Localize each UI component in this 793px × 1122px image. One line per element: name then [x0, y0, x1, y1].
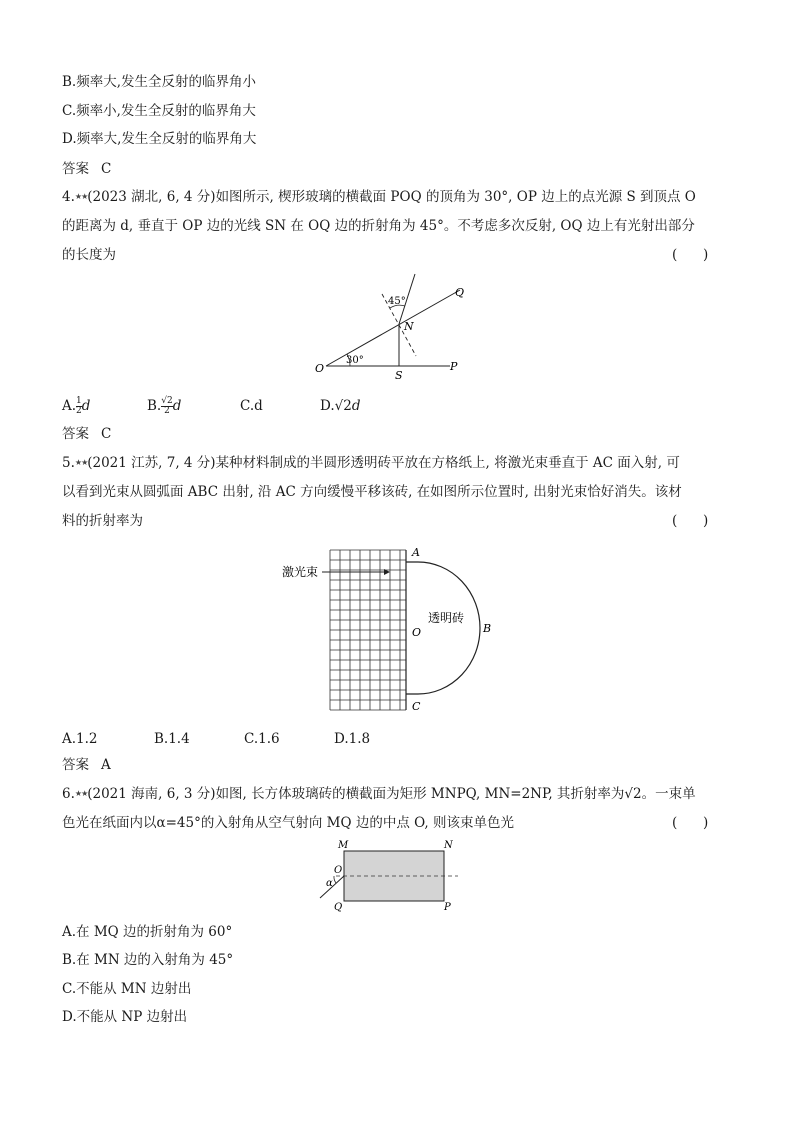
q3-option-c: C.频率小,发生全反射的临界角大 — [62, 103, 256, 119]
q6-option-a: A.在 MQ 边的折射角为 60° — [62, 924, 233, 940]
question-text: 如图所示, 楔形玻璃的横截面 POQ 的顶角为 30°, OP 边上的点光源 S 到顶点 O — [215, 189, 696, 205]
question-text: 某种材料制成的半圆形透明砖平放在方格纸上, 将激光束垂直于 AC 面入射, 可 — [215, 455, 680, 471]
question-source: (2021 江苏, 7, 4 分) — [87, 455, 216, 471]
answer-value: A — [101, 757, 111, 773]
question-number: 6. — [62, 786, 75, 802]
point-n-label: N — [404, 320, 414, 333]
angle-30-label: 30° — [346, 355, 364, 366]
question-source: (2021 海南, 6, 3 分) — [87, 786, 216, 802]
laser-label: 激光束 — [282, 565, 319, 579]
q4-stem-line3: 的长度为 — [62, 247, 116, 263]
answer-label: 答案 — [62, 757, 89, 773]
q5-option-d: D.1.8 — [334, 731, 371, 747]
point-a-label: A — [412, 546, 420, 559]
answer-value: C — [101, 161, 112, 177]
q5-stem-line1 — [62, 453, 680, 473]
q5-brick-figure — [278, 542, 500, 718]
answer-label: 答案 — [62, 426, 89, 442]
q6-option-c: C.不能从 MN 边射出 — [62, 981, 192, 997]
q4-option-c: C.d — [240, 398, 263, 414]
q3-option-d: D.频率大,发生全反射的临界角大 — [62, 131, 257, 147]
question-text: 如图, 长方体玻璃砖的横截面为矩形 MNPQ, MN=2NP, 其折射率为√2。一束单 — [215, 786, 696, 802]
brick-label: 透明砖 — [428, 611, 465, 625]
q5-option-c: C.1.6 — [244, 731, 280, 747]
difficulty-stars-icon: ★★ — [74, 789, 88, 798]
q5-stem-line2: 以看到光束从圆弧面 ABC 出射, 沿 AC 方向缓慢平移该砖, 在如图所示位置时, 出射光束恰好消失。该材 — [62, 484, 682, 500]
q5-stem-line3: 料的折射率为 — [62, 513, 143, 529]
question-number: 5. — [62, 455, 75, 471]
difficulty-stars-icon: ★★ — [74, 192, 88, 201]
q6-stem-line2: 色光在纸面内以α=45°的入射角从空气射向 MQ 边的中点 O, 则该束单色光 — [62, 815, 514, 831]
q6-option-d: D.不能从 NP 边射出 — [62, 1009, 188, 1025]
q4-stem-line1 — [62, 187, 696, 207]
q4-option-b: B. $\frac{√2}{2}$ d — [147, 396, 182, 416]
q5-option-b: B.1.4 — [154, 731, 190, 747]
q6-answer-paren: ( ) — [672, 815, 709, 831]
q6-option-b: B.在 MN 边的入射角为 45° — [62, 952, 234, 968]
point-n-label: N — [444, 840, 453, 851]
q5-answer — [62, 755, 111, 775]
q4-stem-line2: 的距离为 d, 垂直于 OP 边的光线 SN 在 OQ 边的折射角为 45°。不考虑多次反射, OQ 边上有光射出部分 — [62, 218, 695, 234]
answer-value: C — [101, 426, 112, 442]
difficulty-stars-icon: ★★ — [74, 458, 88, 467]
q4-option-d: D.√2d — [320, 398, 361, 414]
question-number: 4. — [62, 189, 75, 205]
point-q-label: Q — [455, 286, 465, 299]
q3-answer — [62, 159, 111, 179]
q5-options — [62, 729, 462, 749]
q4-option-a: A. $\frac{1}{2}$ d — [62, 396, 91, 416]
q6-rectangle-figure — [306, 838, 466, 912]
point-q-label: Q — [334, 902, 343, 912]
point-b-label: B — [483, 622, 492, 635]
point-c-label: C — [412, 700, 421, 713]
answer-label: 答案 — [62, 161, 89, 177]
q4-options — [62, 396, 462, 416]
angle-alpha-label: α — [326, 878, 333, 889]
q4-answer — [62, 424, 111, 444]
q4-answer-paren: ( ) — [672, 247, 709, 263]
q5-answer-paren: ( ) — [672, 513, 709, 529]
point-p-label: P — [450, 360, 458, 373]
point-m-label: M — [338, 840, 349, 851]
point-o-label: O — [412, 626, 422, 639]
angle-45-label: 45° — [388, 296, 406, 307]
q4-wedge-figure — [310, 270, 480, 382]
q5-option-a: A.1.2 — [62, 731, 98, 747]
q6-stem-line1 — [62, 784, 696, 804]
point-s-label: S — [395, 369, 403, 382]
q3-option-b: B.频率大,发生全反射的临界角小 — [62, 74, 257, 90]
question-source: (2023 湖北, 6, 4 分) — [87, 189, 216, 205]
point-p-label: P — [444, 902, 451, 912]
point-o-label: O — [334, 865, 343, 876]
point-o-label: O — [315, 362, 325, 375]
